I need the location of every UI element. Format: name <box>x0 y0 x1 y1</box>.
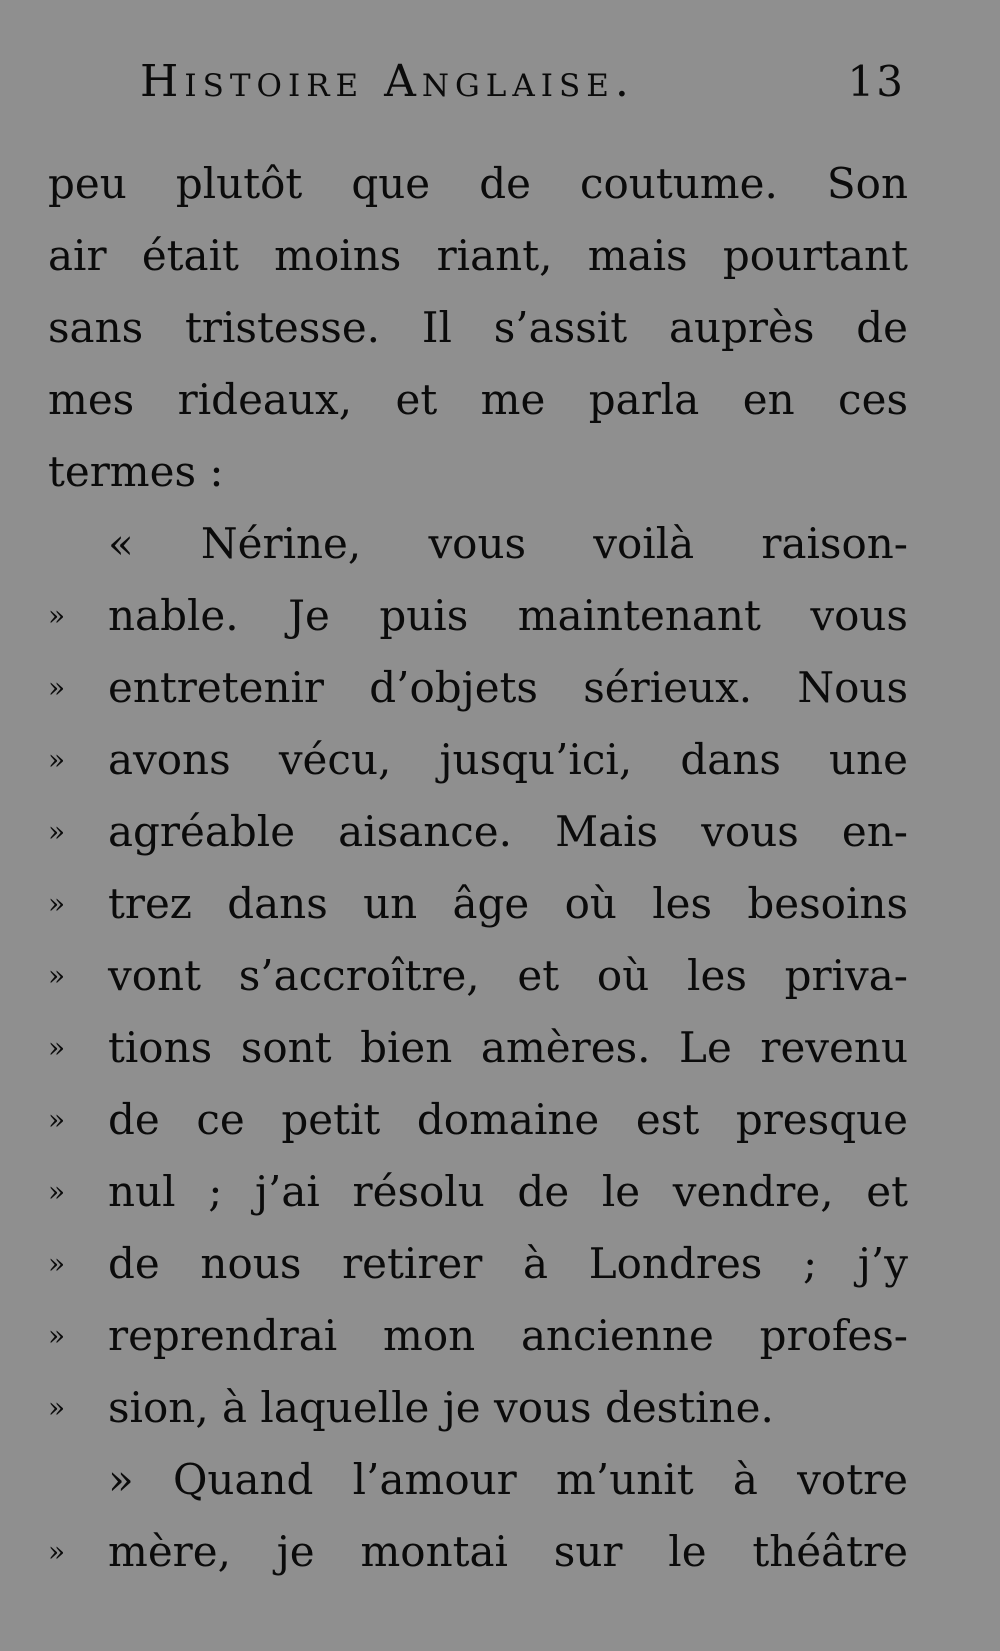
line-text: termes : <box>48 447 224 496</box>
text-line <box>48 1444 908 1516</box>
line-text: sans tristesse. Il s’assit auprès de <box>48 303 908 352</box>
line-text: peu plutôt que de coutume. Son <box>48 159 908 208</box>
line-text: nable. Je puis maintenant vous <box>108 591 908 640</box>
quote-mark: » <box>48 1103 66 1136</box>
line-text: avons vécu, jusqu’ici, dans une <box>108 735 908 784</box>
quote-mark: » <box>48 1031 66 1064</box>
text-line <box>48 148 908 220</box>
text-line <box>48 1156 908 1228</box>
line-text: de ce petit domaine est presque <box>108 1095 908 1144</box>
quote-mark: » <box>48 1175 66 1208</box>
text-line <box>48 1012 908 1084</box>
quote-mark: » <box>48 959 66 992</box>
text-line <box>48 1228 908 1300</box>
running-head <box>140 56 905 116</box>
text-line <box>48 1516 908 1588</box>
body-text <box>48 148 908 1588</box>
quote-mark: » <box>48 743 66 776</box>
quote-mark: » <box>48 671 66 704</box>
text-line <box>48 868 908 940</box>
text-line <box>48 940 908 1012</box>
quote-mark: » <box>48 1319 66 1352</box>
quote-mark: » <box>48 599 66 632</box>
line-text: agréable aisance. Mais vous en- <box>108 807 908 856</box>
line-text: « Nérine, vous voilà raison- <box>108 519 908 568</box>
quote-mark: » <box>48 887 66 920</box>
line-text: sion, à laquelle je vous destine. <box>108 1383 774 1432</box>
text-line <box>48 436 908 508</box>
line-text: air était moins riant, mais pourtant <box>48 231 908 280</box>
text-line <box>48 220 908 292</box>
text-line <box>48 1372 908 1444</box>
text-line <box>48 508 908 580</box>
line-text: mère, je montai sur le théâtre <box>108 1527 908 1576</box>
text-line <box>48 292 908 364</box>
line-text: vont s’accroître, et où les priva- <box>108 951 908 1000</box>
text-line <box>48 1084 908 1156</box>
quote-mark: » <box>48 1247 66 1280</box>
line-text: tions sont bien amères. Le revenu <box>108 1023 908 1072</box>
page-number: 13 <box>847 57 905 106</box>
line-text: de nous retirer à Londres ; j’y <box>108 1239 908 1288</box>
line-text: mes rideaux, et me parla en ces <box>48 375 908 424</box>
text-line <box>48 796 908 868</box>
text-line <box>48 580 908 652</box>
line-text: reprendrai mon ancienne profes- <box>108 1311 908 1360</box>
line-text: entretenir d’objets sérieux. Nous <box>108 663 908 712</box>
text-line <box>48 364 908 436</box>
running-head-title: Histoire Anglaise. <box>140 56 635 107</box>
text-line <box>48 1300 908 1372</box>
quote-mark: » <box>48 815 66 848</box>
quote-mark: » <box>48 1391 66 1424</box>
text-line <box>48 652 908 724</box>
line-text: » Quand l’amour m’unit à votre <box>108 1455 908 1504</box>
line-text: nul ; j’ai résolu de le vendre, et <box>108 1167 908 1216</box>
text-line <box>48 724 908 796</box>
line-text: trez dans un âge où les besoins <box>108 879 908 928</box>
quote-mark: » <box>48 1535 66 1568</box>
